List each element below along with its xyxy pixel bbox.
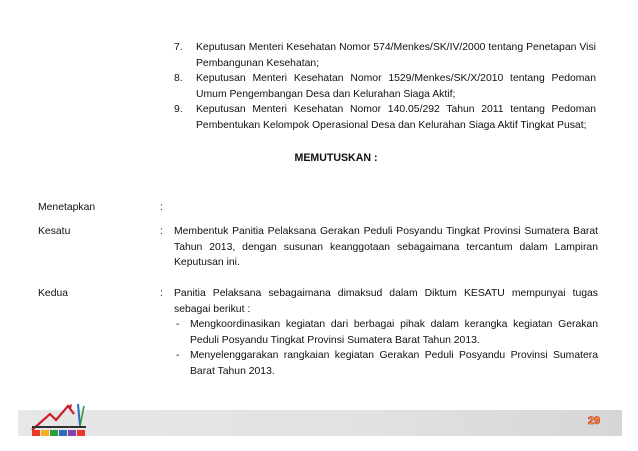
kedua-body	[174, 286, 598, 379]
item-number: 9.	[174, 104, 183, 115]
item-text: Keputusan Menteri Kesehatan Nomor 140.05/292 Tahun 2011 tentang Pedoman Pembentukan Kelompok Operasional Desa dan Kelurahan Siaga Aktif Tingkat Pusat;	[196, 104, 596, 131]
item-text: Keputusan Menteri Kesehatan Nomor 1529/Menkes/SK/X/2010 tentang Pedoman Umum Pengembangan Desa dan Kelurahan Siaga Aktif;	[196, 73, 596, 100]
consideration-item	[174, 102, 596, 133]
row-label: Kedua	[38, 288, 69, 299]
item-number: 7.	[174, 42, 183, 53]
footer-band	[18, 410, 622, 436]
kesatu-row	[38, 224, 598, 271]
row-colon: :	[160, 288, 163, 299]
task-text: Menyelenggarakan rangkaian kegiatan Gerakan Peduli Posyandu Provinsi Sumatera Barat Tahun 2013.	[190, 350, 598, 377]
item-number: 8.	[174, 73, 183, 84]
row-colon: :	[160, 202, 163, 213]
row-label: Menetapkan	[38, 202, 96, 213]
item-text: Keputusan Menteri Kesehatan Nomor 574/Menkes/SK/IV/2000 tentang Penetapan Visi Pembangunan Kesehatan;	[196, 42, 596, 69]
page-number: 29	[587, 415, 601, 427]
task-item	[174, 317, 598, 348]
dash-marker: -	[176, 350, 180, 361]
kedua-row	[38, 286, 598, 379]
kesatu-text: Membentuk Panitia Pelaksana Gerakan Peduli Posyandu Tingkat Provinsi Sumatera Barat Tahun 2013, dengan susunan keanggotaan sebagaimana tercantum dalam Lampiran Keputusan ini.	[174, 226, 598, 268]
task-item	[174, 348, 598, 379]
consideration-item	[174, 71, 596, 102]
row-label: Kesatu	[38, 226, 71, 237]
consideration-item	[174, 40, 596, 71]
row-colon: :	[160, 226, 163, 237]
kedua-intro: Panitia Pelaksana sebagaimana dimaksud dalam Diktum KESATU mempunyai tugas sebagai berikut :	[174, 288, 598, 315]
decide-heading: MEMUTUSKAN :	[294, 152, 378, 164]
dash-marker: -	[176, 319, 180, 330]
task-text: Mengkoordinasikan kegiatan dari berbagai pihak dalam kerangka kegiatan Gerakan Peduli Posyandu Tingkat Provinsi Sumatera Barat Tahun 2013.	[190, 319, 598, 346]
posyandu-logo-icon	[28, 400, 98, 440]
